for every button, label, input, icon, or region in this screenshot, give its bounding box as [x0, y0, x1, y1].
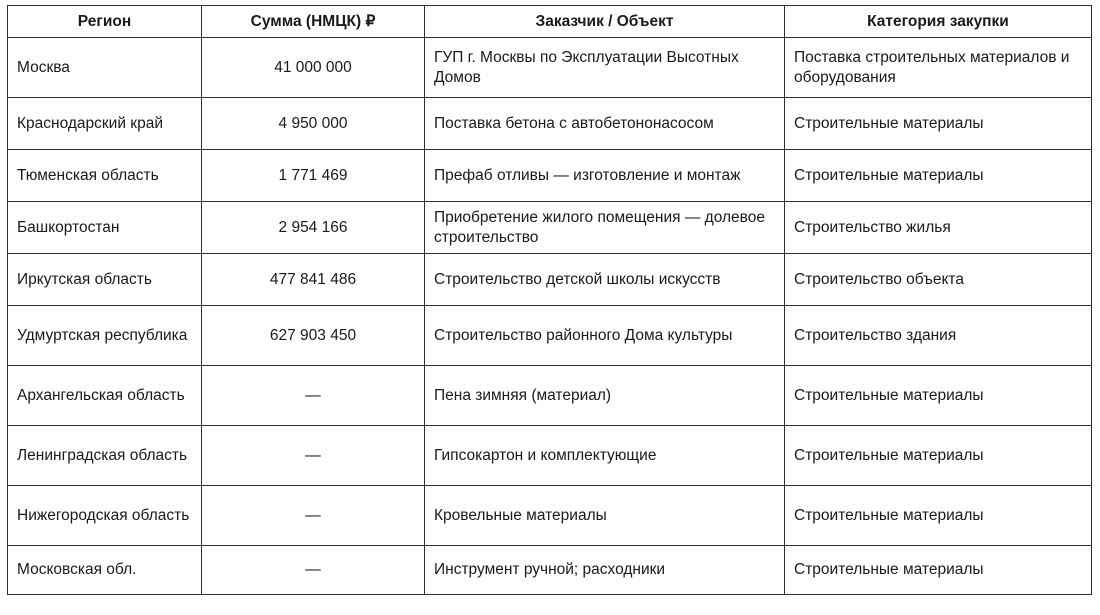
- cell-region: Архангельская область: [8, 366, 202, 426]
- cell-customer: Инструмент ручной; расходники: [425, 546, 785, 595]
- procurement-table: [7, 5, 1092, 595]
- cell-customer: Пена зимняя (материал): [425, 366, 785, 426]
- cell-region: Тюменская область: [8, 150, 202, 202]
- table-row: [8, 150, 1092, 202]
- table-row: [8, 426, 1092, 486]
- cell-customer: Префаб отливы — изготовление и монтаж: [425, 150, 785, 202]
- cell-region: Москва: [8, 38, 202, 98]
- cell-customer: Кровельные материалы: [425, 486, 785, 546]
- cell-region: Удмуртская республика: [8, 306, 202, 366]
- cell-sum: 2 954 166: [202, 202, 425, 254]
- cell-category: Строительные материалы: [785, 426, 1092, 486]
- cell-sum: 627 903 450: [202, 306, 425, 366]
- table-row: [8, 38, 1092, 98]
- cell-category: Поставка строительных материалов и оборудования: [785, 38, 1092, 98]
- cell-sum: 1 771 469: [202, 150, 425, 202]
- column-header-region: Регион: [8, 6, 202, 38]
- cell-customer: Гипсокартон и комплектующие: [425, 426, 785, 486]
- cell-category: Строительные материалы: [785, 366, 1092, 426]
- cell-sum: —: [202, 486, 425, 546]
- cell-sum: —: [202, 546, 425, 595]
- cell-region: Иркутская область: [8, 254, 202, 306]
- cell-category: Строительные материалы: [785, 486, 1092, 546]
- cell-region: Башкортостан: [8, 202, 202, 254]
- cell-customer: ГУП г. Москвы по Эксплуатации Высотных Домов: [425, 38, 785, 98]
- cell-region: Московская обл.: [8, 546, 202, 595]
- cell-customer: Поставка бетона с автобетононасосом: [425, 98, 785, 150]
- cell-category: Строительные материалы: [785, 546, 1092, 595]
- column-header-customer: Заказчик / Объект: [425, 6, 785, 38]
- cell-category: Строительные материалы: [785, 98, 1092, 150]
- cell-category: Строительные материалы: [785, 150, 1092, 202]
- cell-region: Ленинградская область: [8, 426, 202, 486]
- procurement-table-container: [7, 5, 1092, 595]
- table-row: [8, 98, 1092, 150]
- table-row: [8, 366, 1092, 426]
- table-row: [8, 486, 1092, 546]
- cell-customer: Приобретение жилого помещения — долевое строительство: [425, 202, 785, 254]
- column-header-category: Категория закупки: [785, 6, 1092, 38]
- table-row: [8, 306, 1092, 366]
- table-row: [8, 254, 1092, 306]
- cell-category: Строительство здания: [785, 306, 1092, 366]
- cell-sum: 4 950 000: [202, 98, 425, 150]
- cell-customer: Строительство детской школы искусств: [425, 254, 785, 306]
- cell-sum: 41 000 000: [202, 38, 425, 98]
- table-row: [8, 546, 1092, 595]
- cell-customer: Строительство районного Дома культуры: [425, 306, 785, 366]
- cell-sum: —: [202, 426, 425, 486]
- table-row: [8, 202, 1092, 254]
- cell-category: Строительство жилья: [785, 202, 1092, 254]
- cell-region: Нижегородская область: [8, 486, 202, 546]
- cell-category: Строительство объекта: [785, 254, 1092, 306]
- cell-sum: —: [202, 366, 425, 426]
- column-header-sum: Сумма (НМЦК) ₽: [202, 6, 425, 38]
- cell-region: Краснодарский край: [8, 98, 202, 150]
- table-header-row: [8, 6, 1092, 38]
- cell-sum: 477 841 486: [202, 254, 425, 306]
